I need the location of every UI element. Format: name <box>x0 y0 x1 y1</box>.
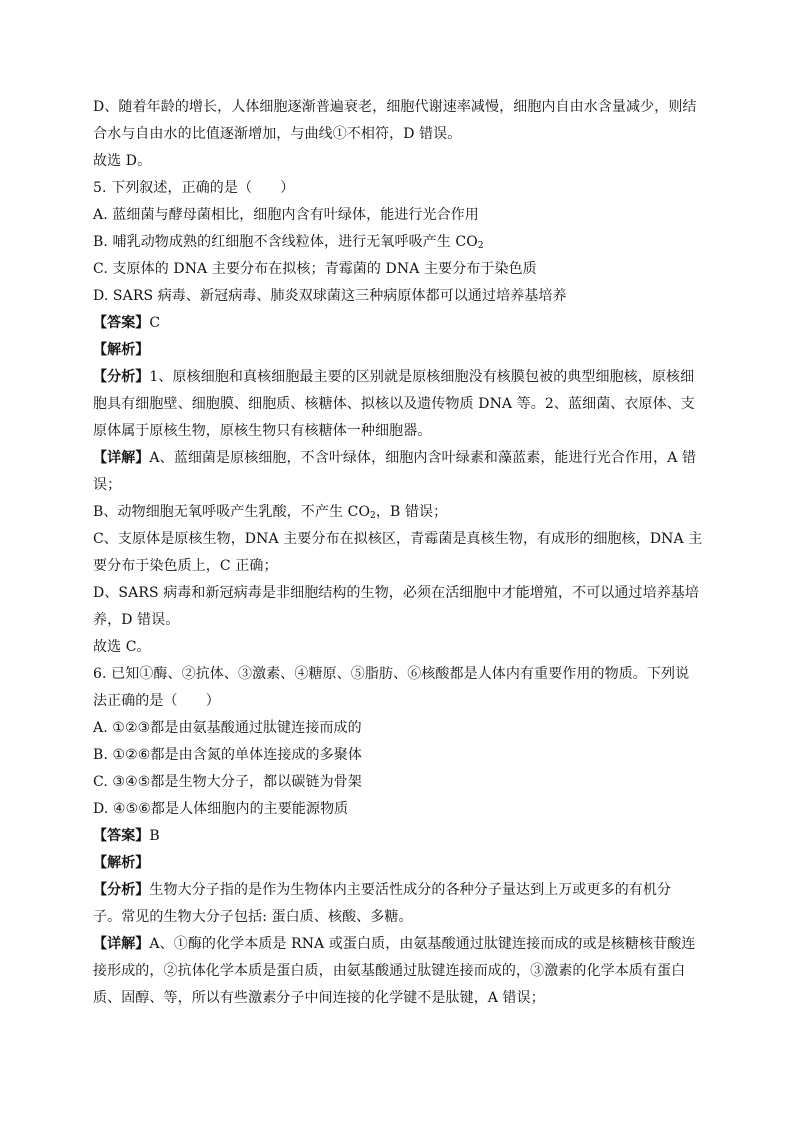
question-6-stem: 6. 已知①酶、②抗体、③激素、④糖原、⑤脂肪、⑥核酸都是人体内有重要作用的物质。下列说 <box>93 666 690 682</box>
text-line: 子。常见的生物大分子包括: 蛋白质、核酸、多糖。 <box>93 909 413 925</box>
option-a: A. ①②③都是由氨基酸通过肽键连接而成的 <box>93 720 362 736</box>
option-a: A. 蓝细菌与酵母菌相比，细胞内含有叶绿体，能进行光合作用 <box>93 207 479 223</box>
text-line: 原体属于原核生物，原核生物只有核糖体一种细胞器。 <box>93 423 432 439</box>
answer-line: 【答案】B <box>93 828 160 844</box>
text-line: 质、固醇、等，所以有些激素分子中间连接的化学键不是肽键，A 错误； <box>93 990 545 1006</box>
text-line: 养，D 错误。 <box>93 612 180 628</box>
analysis-line: 【分析】生物大分子指的是作为生物体内主要活性成分的各种分子量达到上万或更多的有机分 <box>93 882 672 898</box>
text-line: D、随着年龄的增长，人体细胞逐渐普遍衰老，细胞代谢速率减慢，细胞内自由水含量减少，则结 <box>93 99 697 115</box>
text-line: 胞具有细胞壁、细胞膜、细胞质、核糖体、拟核以及遗传物质 DNA 等。2、蓝细菌、衣原体、支 <box>93 396 695 412</box>
option-d: D. SARS 病毒、新冠病毒、肺炎双球菌这三种病原体都可以通过培养基培养 <box>93 288 567 304</box>
text-line: 接形成的，②抗体化学本质是蛋白质，由氨基酸通过肽键连接而成的，③激素的化学本质有蛋白 <box>93 963 686 979</box>
detail-line: 【详解】A、蓝细菌是原核细胞，不含叶绿体，细胞内含叶绿素和藻蓝素，能进行光合作用，A 错 <box>93 450 697 466</box>
text-line: 要分布于染色质上，C 正确； <box>93 558 278 574</box>
text-line: C、支原体是原核生物，DNA 主要分布在拟核区，青霉菌是真核生物，有成形的细胞核，DNA 主 <box>93 531 703 547</box>
option-c: C. ③④⑤都是生物大分子，都以碳链为骨架 <box>93 774 362 790</box>
detail-line: 【详解】A、①酶的化学本质是 RNA 或蛋白质，由氨基酸通过肽键连接而成的或是核糖核苷酸连 <box>93 936 696 952</box>
option-c: C. 支原体的 DNA 主要分布在拟核；青霉菌的 DNA 主要分布于染色质 <box>93 261 537 277</box>
option-b: B. ①②⑥都是由含氮的单体连接成的多聚体 <box>93 747 362 763</box>
text-line: 合水与自由水的比值逐渐增加，与曲线①不相符，D 错误。 <box>93 126 462 142</box>
text-line: 故选 C。 <box>93 639 151 655</box>
analysis-line: 【分析】1、原核细胞和真核细胞最主要的区别就是原核细胞没有核膜包被的典型细胞核，原核细 <box>93 369 695 385</box>
text-line: 法正确的是（ ） <box>93 693 220 709</box>
analysis-heading: 【解析】 <box>93 342 150 358</box>
text-line: B、动物细胞无氧呼吸产生乳酸，不产生 $CO_2$，B 错误； <box>93 504 448 521</box>
text-line: 故选 D。 <box>93 153 152 169</box>
option-b: B. 哺乳动物成熟的红细胞不含线粒体，进行无氧呼吸产生 $CO_2$ <box>93 234 484 251</box>
analysis-heading: 【解析】 <box>93 855 150 871</box>
text-line: D、SARS 病毒和新冠病毒是非细胞结构的生物，必须在活细胞中才能增殖，不可以通过培养基培 <box>93 585 700 601</box>
question-5-stem: 5. 下列叙述，正确的是（ ） <box>93 180 295 196</box>
document-page <box>93 94 708 1012</box>
option-d: D. ④⑤⑥都是人体细胞内的主要能源物质 <box>93 801 349 817</box>
text-line: 误； <box>93 477 122 493</box>
answer-line: 【答案】C <box>93 315 161 331</box>
